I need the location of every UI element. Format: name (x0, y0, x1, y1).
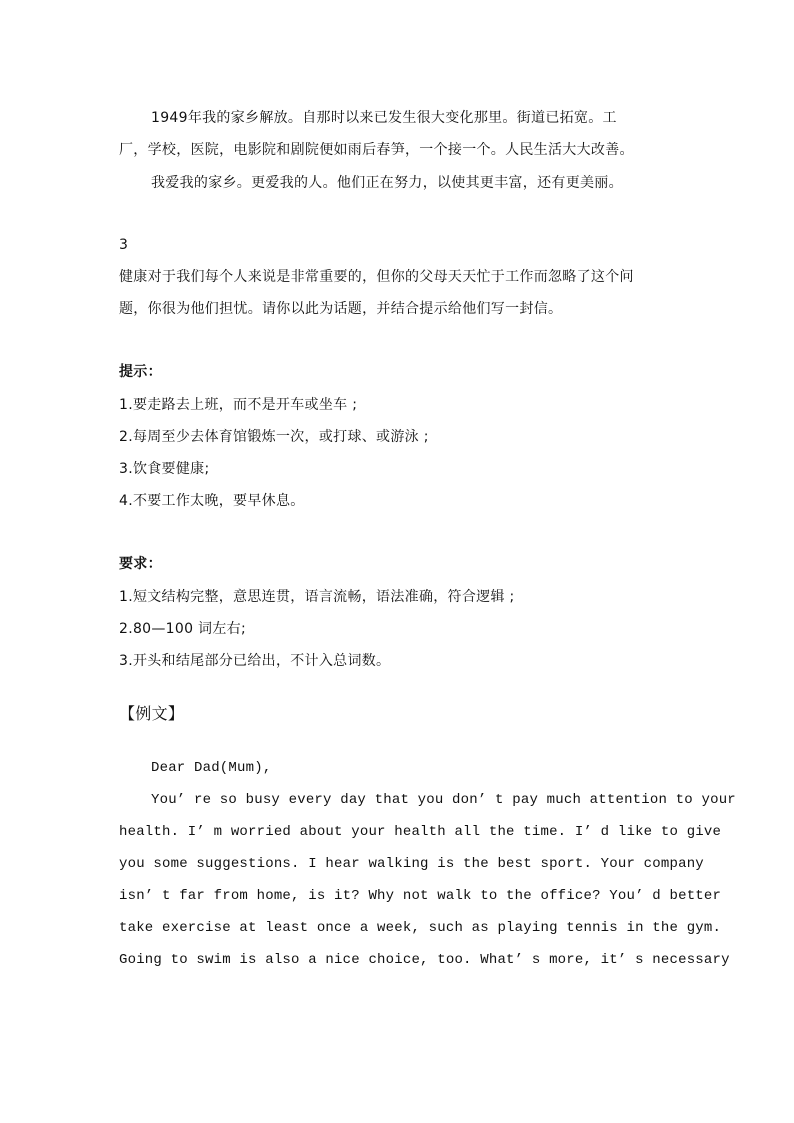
hint-item: 3.饮食要健康; (119, 461, 210, 477)
requirements-title: 要求： (119, 556, 162, 572)
hint-item: 1.要走路去上班，而不是开车或坐车 ; (119, 397, 358, 413)
requirement-item: 2.80—100 词左右; (119, 621, 246, 637)
question-line-2: 题，你很为他们担忧。请你以此为话题，并结合提示给他们写一封信。 (119, 301, 563, 317)
requirement-item: 3.开头和结尾部分已给出，不计入总词数。 (119, 653, 391, 669)
paragraph-1-line-1: 1949年我的家乡解放。自那时以来已发生很大变化那里。街道已拓宽。工 (151, 110, 617, 126)
question-number: 3 (119, 237, 129, 253)
hints-title: 提示： (119, 364, 162, 380)
letter-line: isn’ t far from home, is it? Why not walk to the office? You’ d better (119, 888, 722, 904)
letter-line: Going to swim is also a nice choice, too. What’ s more, it’ s necessary (119, 952, 730, 968)
paragraph-1-line-2: 厂，学校，医院，电影院和剧院便如雨后春笋，一个接一个。人民生活大大改善。 (119, 142, 634, 158)
letter-greeting: Dear Dad(Mum), (151, 760, 272, 776)
letter-line: You’ re so busy every day that you don’ t pay much attention to your (151, 792, 736, 808)
letter-line: take exercise at least once a week, such as playing tennis in the gym. (119, 920, 722, 936)
example-heading: 【例文】 (119, 704, 185, 723)
question-line-1: 健康对于我们每个人来说是非常重要的，但你的父母天天忙于工作而忽略了这个问 (119, 269, 634, 285)
letter-line: health. I’ m worried about your health all the time. I’ d like to give (119, 824, 722, 840)
hint-item: 2.每周至少去体育馆锻炼一次，或打球、或游泳 ; (119, 429, 429, 445)
letter-line: you some suggestions. I hear walking is the best sport. Your company (119, 856, 704, 872)
paragraph-1-line-3: 我爱我的家乡。更爱我的人。他们正在努力，以使其更丰富，还有更美丽。 (151, 175, 623, 191)
requirement-item: 1.短文结构完整，意思连贯，语言流畅，语法准确，符合逻辑 ; (119, 589, 515, 605)
hint-item: 4.不要工作太晚，要早休息。 (119, 493, 305, 509)
